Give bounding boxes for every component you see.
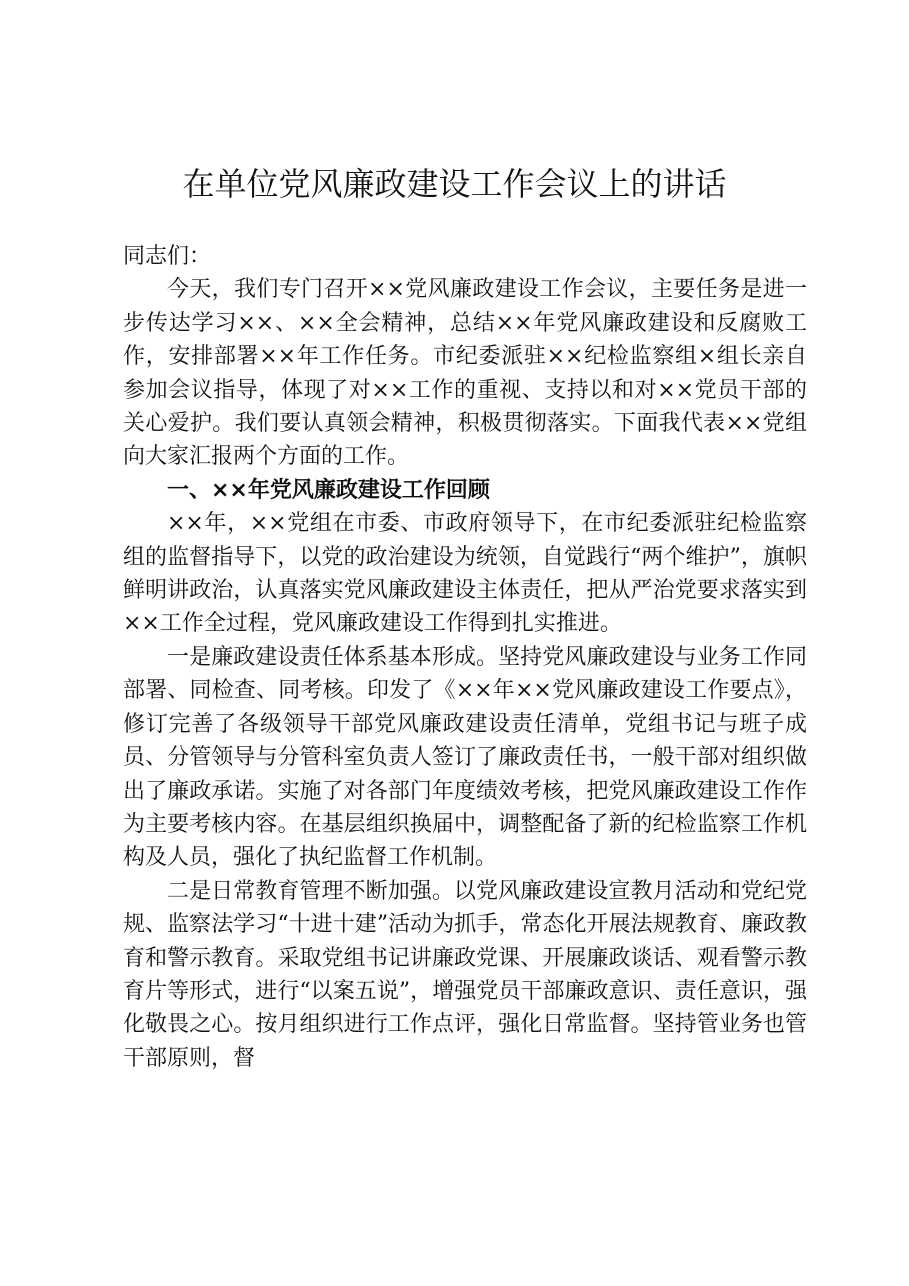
- paragraph-intro: 今天，我们专门召开××党风廉政建设工作会议，主要任务是进一步传达学习××、××全会精神，总结××年党风廉政建设和反腐败工作，安排部署××年工作任务。市纪委派驻××纪检监察组×组长亲自参加会议指导，体现了对××工作的重视、支持以和对××党员干部的关心爱护。我们要认真领会精神，积极贯彻落实。下面我代表××党组向大家汇报两个方面的工作。: [123, 277, 807, 470]
- document-body: [123, 240, 807, 1075]
- paragraph-point-two: 二是日常教育管理不断加强。以党风廉政建设宣教月活动和党纪党规、监察法学习“十进十建”活动为抓手，常态化开展法规教育、廉政教育和警示教育。采取党组书记讲廉政党课、开展廉政谈话、观看警示教育片等形式，进行“以案五说”，增强党员干部廉政意识、责任意识，强化敬畏之心。按月组织进行工作点评，强化日常监督。坚持管业务也管干部原则，督: [123, 878, 807, 1071]
- section-heading-1: 一、××年党风廉政建设工作回顾: [167, 477, 490, 503]
- document-title: 在单位党风廉政建设工作会议上的讲话: [182, 165, 727, 203]
- paragraph-point-one: 一是廉政建设责任体系基本形成。坚持党风廉政建设与业务工作同部署、同检查、同考核。印发了《××年××党风廉政建设工作要点》，修订完善了各级领导干部党风廉政建设责任清单，党组书记与班子成员、分管领导与分管科室负责人签订了廉政责任书，一般干部对组织做出了廉政承诺。实施了对各部门年度绩效考核，把党风廉政建设工作作为主要考核内容。在基层组织换届中，调整配备了新的纪检监察工作机构及人员，强化了执纪监督工作机制。: [123, 644, 807, 871]
- paragraph-review-overview: ××年，××党组在市委、市政府领导下，在市纪委派驻纪检监察组的监督指导下，以党的政治建设为统领，自觉践行“两个维护”，旗帜鲜明讲政治，认真落实党风廉政建设主体责任，把从严治党要求落实到××工作全过程，党风廉政建设工作得到扎实推进。: [123, 511, 807, 637]
- salutation: 同志们：: [123, 244, 212, 269]
